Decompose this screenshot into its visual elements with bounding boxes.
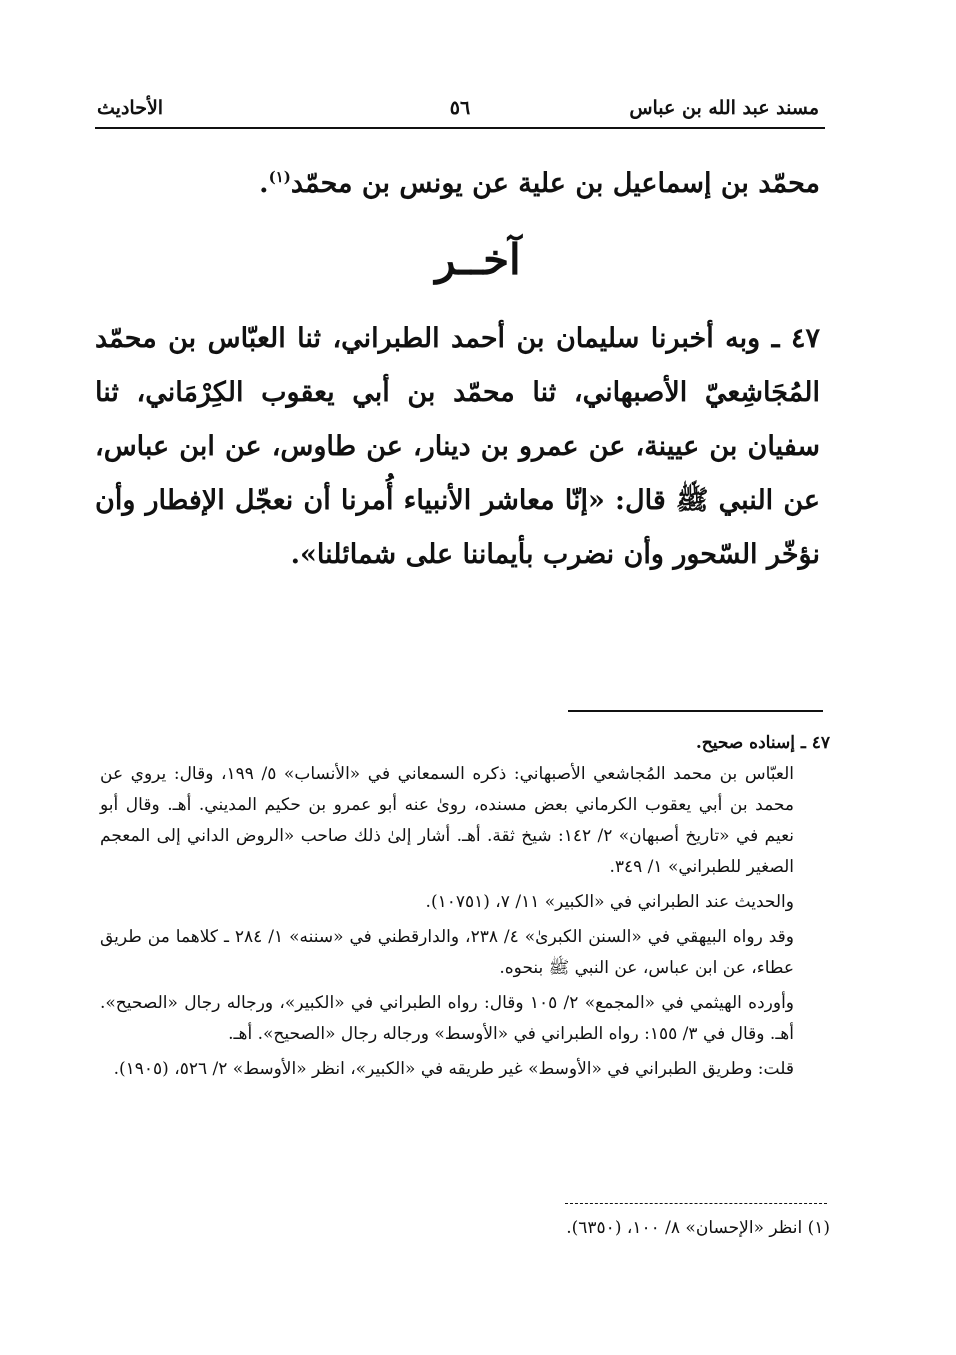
section-title: آخــر — [435, 235, 521, 284]
note-heading: ٤٧ ـ إسناده صحيح. — [695, 733, 830, 753]
note-paragraph: قلت: وطريق الطبراني في «الأوسط» غير طريقه في «الكبير»، انظر «الأوسط» ٢/ ٥٢٦، (١٩٠٥). — [113, 1059, 794, 1079]
footnote-marker: (١) — [268, 168, 291, 186]
chain-continuation — [95, 162, 820, 206]
section-name: الأحاديث — [97, 97, 164, 119]
note-paragraph: العبّاس بن محمد المُجاشعي الأصبهاني: ذكره السمعاني في «الأنساب» ٥/ ١٩٩، وقال: يروي عن محمد بن أبي يعقوب الكرماني بعض مسنده، روىٰ عنه أبو عمرو بن حكيم المديني. أهـ. وقال أبو نعيم في «تاريخ أصبهان» ٢/ ١٤٢: شيخ ثقة. أهـ. أشار إلىٰ ذلك صاحب «الروض الداني إلى المعجم الصغير للطبراني» ١/ ٣٤٩. — [100, 764, 795, 877]
note-paragraph: والحديث عند الطبراني في «الكبير» ١١/ ٧، (١٠٧٥١). — [425, 892, 794, 912]
footnote: (١) انظر «الإحسان» ٨/ ١٠٠، (٦٣٥٠). — [566, 1218, 830, 1238]
book-title: مسند عبد الله بن عباس — [629, 97, 819, 119]
notes-separator — [568, 710, 823, 712]
chain-text: محمّد بن إسماعيل بن علية عن يونس بن محمّد — [290, 168, 820, 199]
note-paragraph: وقد رواه البيهقي في «السنن الكبرىٰ» ٤/ ٢٣٨، والدارقطني في «سننه» ١/ ٢٨٤ ـ كلاهما من طريق عطاء، عن ابن عباس، عن النبي ﷺ بنحوه. — [100, 927, 795, 978]
hadith-text: ٤٧ ـ وبه أخبرنا سليمان بن أحمد الطبراني، ثنا العبّاس بن محمّد المُجَاشِعيّ الأصبهاني، ثنا محمّد بن أبي يعقوب الكِرْمَاني، ثنا سفيان بن عيينة، عن عمرو بن دينار، عن طاوس، عن ابن عباس، عن النبي ﷺ قال: «إنّا معاشر الأنبياء أُمرنا أن نعجّل الإفطار وأن نؤخّر السّحور وأن نضرب بأيماننا على شمائلنا». — [95, 323, 820, 570]
page-number: ٥٦ — [449, 97, 471, 119]
commentary-notes — [100, 728, 830, 1089]
note-paragraph: وأورده الهيثمي في «المجمع» ٢/ ١٠٥ وقال: رواه الطبراني في «الكبير»، ورجاله رجال «الصحيح». أهـ. وقال في ٣/ ١٥٥: رواه الطبراني في «الأوسط» ورجاله رجال «الصحيح». أهـ. — [100, 993, 794, 1044]
footnote-separator — [565, 1203, 827, 1204]
chain-end: . — [259, 168, 269, 199]
running-header — [95, 95, 825, 129]
